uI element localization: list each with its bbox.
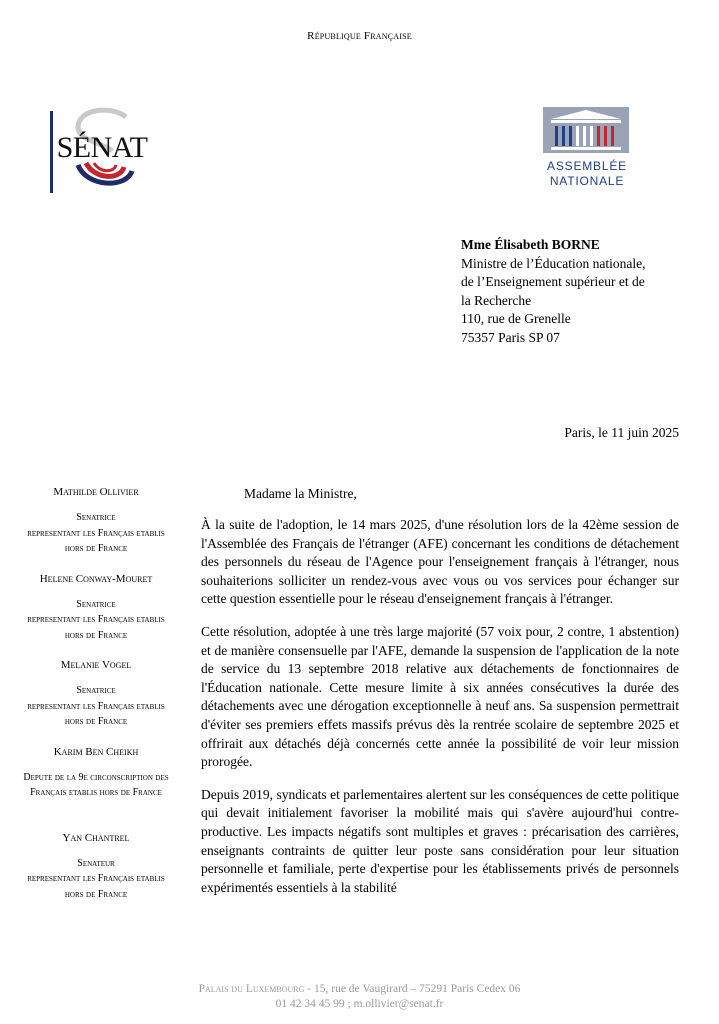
- signatory-role-line: hors de France: [64, 888, 128, 900]
- signatory-role-line: representant les Français etablis: [27, 527, 165, 539]
- letter-body: [201, 516, 679, 911]
- assemblee-logo-line1: ASSEMBLÉE: [547, 159, 627, 173]
- signatory-role-line: Français etablis hors de France: [30, 787, 162, 798]
- signatory: [4, 659, 188, 746]
- republique-francaise-header: République Française: [307, 30, 412, 42]
- signatory-role-line: Senateur: [77, 857, 115, 869]
- signatory: [4, 573, 188, 660]
- signatory: [4, 746, 188, 832]
- letter-date: Paris, le 11 juin 2025: [564, 425, 679, 440]
- recipient-line: Ministre de l’Éducation nationale,: [461, 255, 646, 271]
- footer-address: - 15, rue de Vaugirard – 75291 Paris Cedex 06: [304, 983, 521, 995]
- recipient-name: Mme Élisabeth BORNE: [461, 237, 600, 252]
- signatory-role-line: Senatrice: [76, 598, 116, 610]
- recipient-address: [461, 236, 645, 348]
- body-paragraph: Depuis 2019, syndicats et parlementaires alertent sur les conséquences de cette politique qui devait initialement favoriser la mobilité mais qui s'avère aujourd'hui contre-productive. Les impacts négatifs sont multiples et graves : précarisation des carrières, enseignants contraints de quitter leur poste sans considération pour leur situation personnelle et familiale, perte d'expertise pour les établissements privés de personnels expérimentés essentiels à la stabilité: [201, 786, 679, 895]
- assemblee-nationale-logo: [537, 107, 637, 192]
- senat-logo: [50, 107, 150, 195]
- signatory: [4, 486, 188, 573]
- signatory-name: Melanie Vogel: [60, 659, 132, 671]
- footer-contact: 01 42 34 45 99 ; m.ollivier@senat.fr: [275, 998, 444, 1010]
- assemblee-building-icon: [543, 107, 629, 153]
- signatory-name: Yan Chantrel: [62, 831, 130, 844]
- salutation: Madame la Ministre,: [244, 486, 357, 501]
- letter-footer: [0, 982, 719, 1012]
- recipient-line: 110, rue de Grenelle: [461, 311, 571, 327]
- signatory-role-line: representant les Français etablis: [27, 873, 165, 884]
- senat-logo-bar: [50, 111, 53, 193]
- recipient-line: de l’Enseignement supérieur et de: [461, 274, 645, 290]
- signatory-name: Helene Conway-Mouret: [39, 572, 153, 585]
- signatory-name: Mathilde Ollivier: [53, 486, 139, 498]
- body-paragraph: À la suite de l'adoption, le 14 mars 2025, d'une résolution lors de la 42ème session de l'Assemblée des Français de l'étranger (AFE) concernant les conditions de détachement des personnels du réseau de l'Agence pour l'enseignement français à l'étranger, nous souhaiterions solliciter un rendez-vous avec vous ou vos services pour échanger sur cette question essentielle pour le réseau d'enseignement français à l'étranger.: [201, 517, 679, 607]
- recipient-line: la Recherche: [461, 292, 532, 308]
- recipient-line: 75357 Paris SP 07: [461, 329, 560, 345]
- body-paragraph: Cette résolution, adoptée à une très large majorité (57 voix pour, 2 contre, 1 abstention) et de manière consensuelle par l'AFE, demande la suspension de l'application de la note de service du 13 septembre 2018 relative aux détachements de fonctionnaires de l'Éducation nationale. Cette mesure limite à six années consécutives la durée des détachements avec une dérogation exceptionnelle à neuf ans. Sa suspension permettrait d'éviter ses premiers effets massifs prévus dès la rentrée scolaire de septembre 2025 et offrirait aux détachés déjà concernés cette année la possibilité de voir leur mission prorogée.: [201, 623, 679, 770]
- signatory-role-line: representant les Français etablis: [27, 614, 165, 625]
- signatory-role-line: Senatrice: [76, 512, 116, 523]
- signatory-role-line: representant les Français etablis: [27, 700, 165, 712]
- signatory: [4, 832, 188, 903]
- senat-logo-text: SÉNAT: [56, 131, 148, 164]
- footer-palais: Palais du Luxembourg: [198, 983, 305, 995]
- signatory-name: Karim Ben Cheikh: [53, 745, 139, 758]
- signatory-role-line: Depute de la 9e circonscription des: [23, 771, 169, 783]
- assemblee-logo-line2: NATIONALE: [549, 174, 625, 188]
- signatories-sidebar: [4, 486, 188, 902]
- signatory-role-line: hors de France: [64, 716, 128, 727]
- signatory-role-line: Senatrice: [76, 685, 116, 696]
- signatory-role-line: hors de France: [64, 629, 128, 641]
- signatory-role-line: hors de France: [64, 543, 128, 554]
